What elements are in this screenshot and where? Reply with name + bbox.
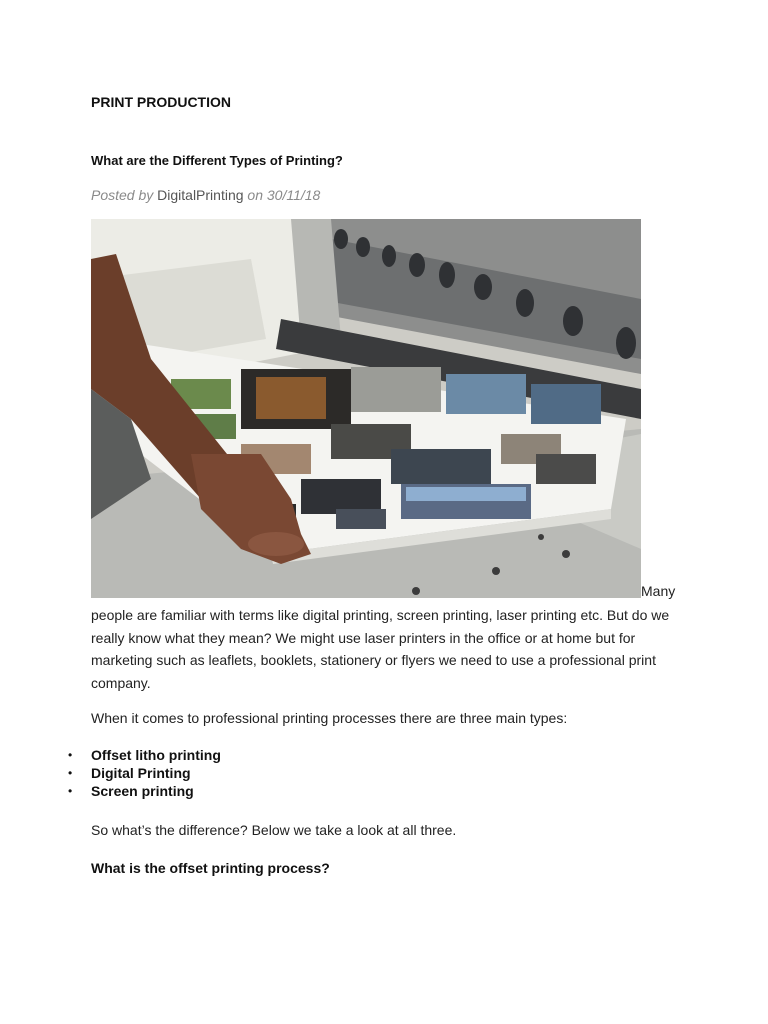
section-title: PRINT PRODUCTION [91,94,231,110]
author-link[interactable]: DigitalPrinting [157,187,244,203]
list-item-label: Offset litho printing [91,747,221,763]
post-date: 30/11/18 [266,187,321,203]
meta-on: on [247,187,263,203]
bullet-icon: • [68,784,73,798]
list-item [68,764,221,782]
intro-lead-word: Many [641,583,676,599]
bullet-icon: • [68,748,73,762]
post-title: What are the Different Types of Printing? [91,153,343,168]
printing-types-list [68,746,221,800]
difference-paragraph: So what’s the difference? Below we take a look at all three. [91,822,457,838]
list-item-label: Digital Printing [91,765,191,781]
list-item [68,782,221,800]
bullet-icon: • [68,766,73,780]
intro-paragraph: people are familiar with terms like digital printing, screen printing, laser printing etc. But do we really know what they mean? We might use laser printers in the office or at home but for marketing such as leaflets, booklets, stationery or flyers we need to use a professional print company. [91,607,670,691]
list-item [68,746,221,764]
list-item-label: Screen printing [91,783,194,799]
types-intro-paragraph: When it comes to professional printing processes there are three main types: [91,710,568,726]
meta-prefix: Posted by [91,187,154,203]
printing-press-photo [91,219,641,598]
post-meta [91,187,320,203]
offset-heading: What is the offset printing process? [91,860,330,876]
